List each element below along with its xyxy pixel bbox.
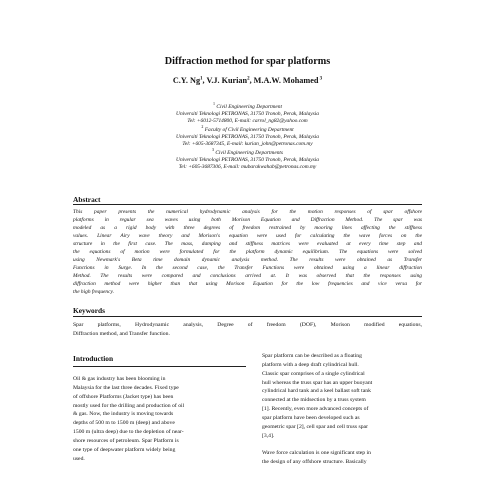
body-line: geometric spar [2], cell spar and cell truss spar	[262, 423, 368, 430]
author-list	[0, 76, 495, 85]
body-line: the design of any offshore structure. Basically	[262, 459, 367, 466]
body-line: depths of 500 m to 1500 m (deep) and above	[73, 420, 175, 427]
author-affiliation-mark: 1	[200, 76, 203, 82]
affiliation-line: $^3$ Civil Engineering Departments	[211, 147, 284, 156]
keywords-text	[73, 321, 422, 340]
abstract-line: platforms in regular sea waves using both Morison Equation and Diffraction Method. The spar was	[73, 216, 422, 223]
body-line: hull whereas the truss spar has an upper buoyant	[262, 379, 373, 386]
body-line: of offshore Platforms (Jacket type) has been	[73, 393, 174, 400]
author-name: M.A.W. Mohamed	[253, 76, 319, 85]
abstract-line: the high frequency.	[73, 288, 114, 295]
abstract-text	[73, 209, 422, 296]
body-line: platform with a deep draft cylindrical hull.	[262, 361, 359, 368]
author-separator: ,	[202, 76, 207, 85]
body-line: [3,4].	[262, 432, 275, 439]
body-line: one type of deepwater platform widely being	[73, 446, 176, 453]
keywords-line: Spar platforms, Hydrodynamic analysis, Degree of freedom (DOF), Morison modified equations,	[73, 322, 422, 328]
affiliation-line: $^2$ Faculty of Civil Engineering Department	[201, 124, 294, 133]
abstract-heading: Abstract	[73, 195, 101, 204]
affiliation-mark: 2	[201, 124, 204, 130]
affiliation-line: Universiti Teknologi PETRONAS, 31750 Tronoh, Perak, Malaysia	[176, 157, 319, 164]
abstract-line: diffraction method were higher than that using Morison Equation for the low frequencies and vice versa for	[73, 280, 422, 287]
affiliation-line: $^1$ Civil Engineering Department	[213, 101, 282, 110]
section-divider	[73, 204, 422, 205]
body-line: cylindrical hard tank and a keel ballast soft tank	[262, 388, 371, 395]
affiliation-mark: 1	[213, 101, 216, 107]
affiliation-line: Universiti Teknologi PETRONAS, 31750 Tronoh, Perak, Malaysia	[176, 134, 319, 141]
body-line: & gas. Now, the industry is moving towards	[73, 411, 174, 418]
keywords-heading: Keywords	[73, 306, 106, 315]
body-line: Classic spar comprises of a single cylindrical	[262, 370, 365, 377]
author-affiliation-mark: 3	[318, 76, 323, 82]
affiliation-block	[0, 124, 495, 149]
body-line: spar platform have been developed such as	[262, 414, 360, 421]
abstract-line: values. Linear Airy wave theory and Morison's equation were used for calculating the wave forces on the	[73, 232, 422, 239]
body-line: used.	[73, 455, 85, 462]
author-name: C.Y. Ng	[172, 76, 201, 85]
affiliation-block	[0, 147, 495, 172]
author-name: V.J. Kurian	[206, 76, 248, 85]
introduction-left-column	[73, 375, 247, 463]
body-line: Spar platform can be described as a floating	[262, 353, 362, 359]
body-line: shore resources of petroleum. Spar Platform is	[73, 437, 179, 444]
introduction-right-column	[262, 352, 427, 467]
abstract-line: Functions in Surge. In the second case, the Transfer Functions were obtained using a linear diffraction	[73, 264, 422, 271]
body-line: [1]. Recently, even more advanced concepts of	[262, 406, 369, 413]
affiliation-block	[0, 101, 495, 126]
abstract-line: modeled as a rigid body with three degrees of freedom restrained by mooring lines affecting the stiffness	[73, 224, 422, 231]
body-line: Malaysia for the last three decades. Fixed type	[73, 384, 179, 391]
section-divider	[73, 366, 246, 367]
affiliation-line: Tel: +605-3687345, E-mail: kurian_john@petronas.com.my	[182, 141, 313, 148]
abstract-line: structure in the first case. The mass, damping and stiffness matrices were evaluated at every time step and	[73, 240, 422, 247]
affiliation-line: Universiti Teknologi PETRONAS, 31750 Tronoh, Perak, Malaysia	[176, 111, 319, 118]
section-divider	[73, 316, 422, 317]
body-line: connected at the midsection by a truss system	[262, 397, 366, 404]
affiliation-line: Tel: +605-3687306, E-mail: mubarakwahab@petronas.com.my	[178, 164, 317, 171]
abstract-line: This paper presents the numerical hydrodynamic analysis for the motion responses of spar offshore	[73, 209, 422, 215]
body-line: Oil & gas industry has been blooming in	[73, 376, 166, 382]
keywords-line: Diffraction method, and Transfer function.	[73, 331, 170, 338]
body-line: mostly used for the drilling and production of oil	[73, 402, 185, 409]
abstract-line: Method. The results were compared and conclusions arrived at. It was observed that the responses using	[73, 272, 422, 279]
author-affiliation-mark: 2	[247, 76, 250, 82]
body-line: Wave force calculation is one significant step in	[262, 450, 371, 457]
author-separator: ,	[249, 76, 254, 85]
abstract-line: using Newmark's Beta time domain dynamic analysis method. The results were obtained as Transfer	[73, 256, 422, 263]
abstract-line: the equations of motion were formulated for the platform dynamic equilibrium. The equations were solved	[73, 248, 422, 255]
affiliation-mark: 3	[211, 147, 214, 153]
introduction-heading: Introduction	[73, 354, 114, 363]
paragraph-gap	[262, 440, 427, 449]
body-line: 1500 m (ultra deep) due to the depletion of near-	[73, 429, 184, 436]
affiliation-line: Tel: +6012-5714800, E-mail: carrol_ng82@yahoo.com	[187, 118, 308, 125]
paper-title: Diffraction method for spar platforms	[164, 56, 331, 67]
